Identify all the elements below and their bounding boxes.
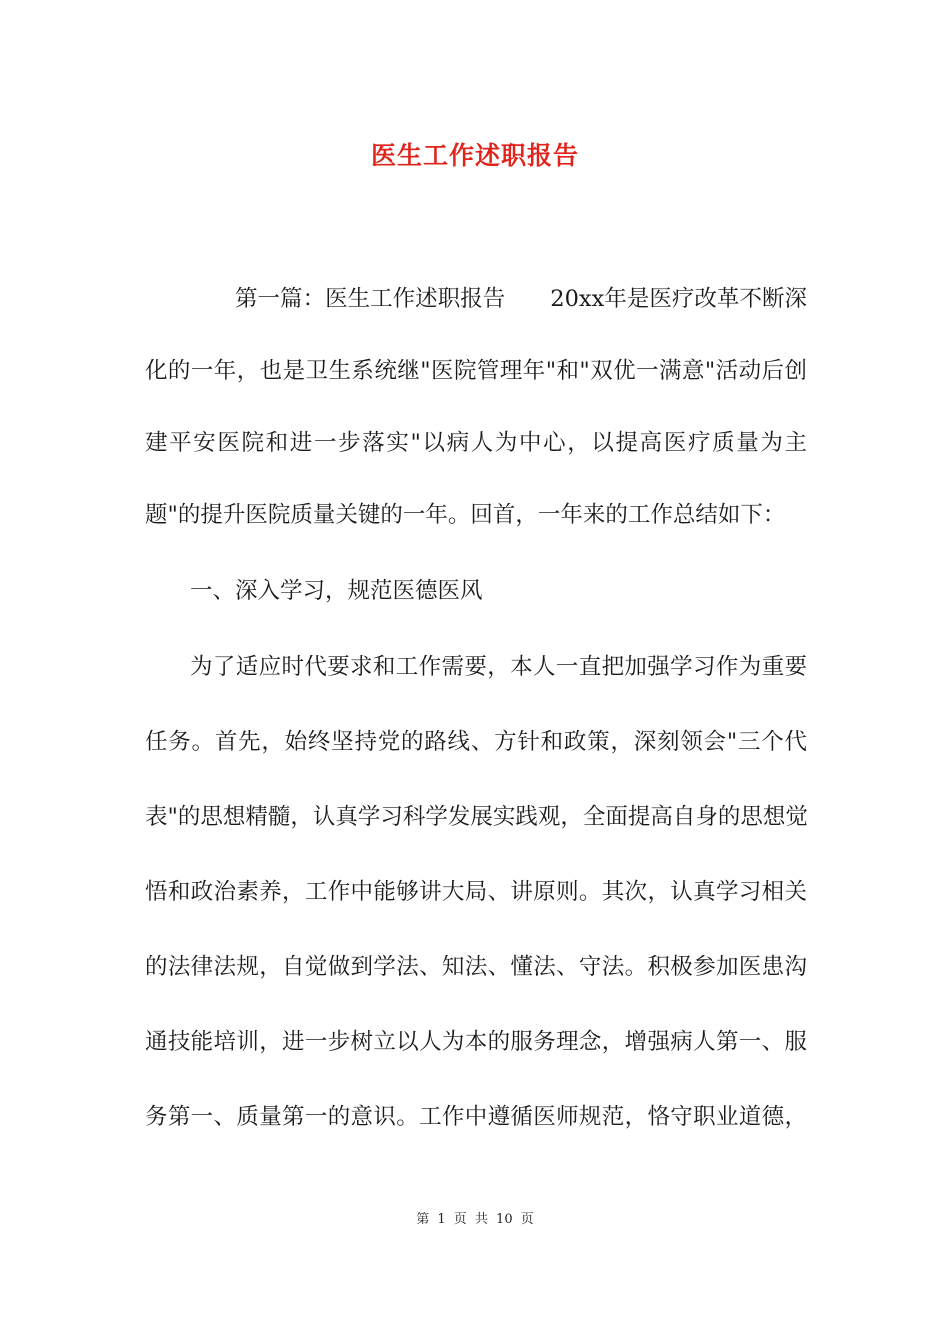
paragraph-line-3: 建平安医院和进一步落实"以病人为中心，以提高医疗质量为主 — [145, 430, 807, 456]
document-title: 医生工作述职报告 — [370, 141, 579, 170]
paragraph-line-8: 表"的思想精髓，认真学习科学发展实践观，全面提高自身的思想觉 — [145, 804, 808, 830]
section-heading: 一、深入学习，规范医德医风 — [190, 578, 483, 604]
paragraph-line-1: 第一篇：医生工作述职报告 20xx年是医疗改革不断深 — [235, 286, 807, 312]
paragraph-line-11: 通技能培训，进一步树立以人为本的服务理念，增强病人第一、服 — [145, 1029, 807, 1055]
paragraph-line-12: 务第一、质量第一的意识。工作中遵循医师规范，恪守职业道德， — [145, 1104, 807, 1130]
paragraph-line-4: 题"的提升医院质量关键的一年。回首，一年来的工作总结如下： — [145, 502, 786, 528]
paragraph-line-2: 化的一年，也是卫生系统继"医院管理年"和"双优一满意"活动后创 — [145, 358, 807, 384]
page-number-footer: 第 1 页 共 10 页 — [416, 1212, 534, 1227]
paragraph-line-9: 悟和政治素养，工作中能够讲大局、讲原则。其次，认真学习相关 — [145, 879, 807, 905]
paragraph-line-10: 的法律法规，自觉做到学法、知法、懂法、守法。积极参加医患沟 — [145, 954, 807, 980]
paragraph-line-6: 为了适应时代要求和工作需要，本人一直把加强学习作为重要 — [190, 654, 807, 680]
paragraph-line-7: 任务。首先，始终坚持党的路线、方针和政策，深刻领会"三个代 — [145, 729, 807, 755]
